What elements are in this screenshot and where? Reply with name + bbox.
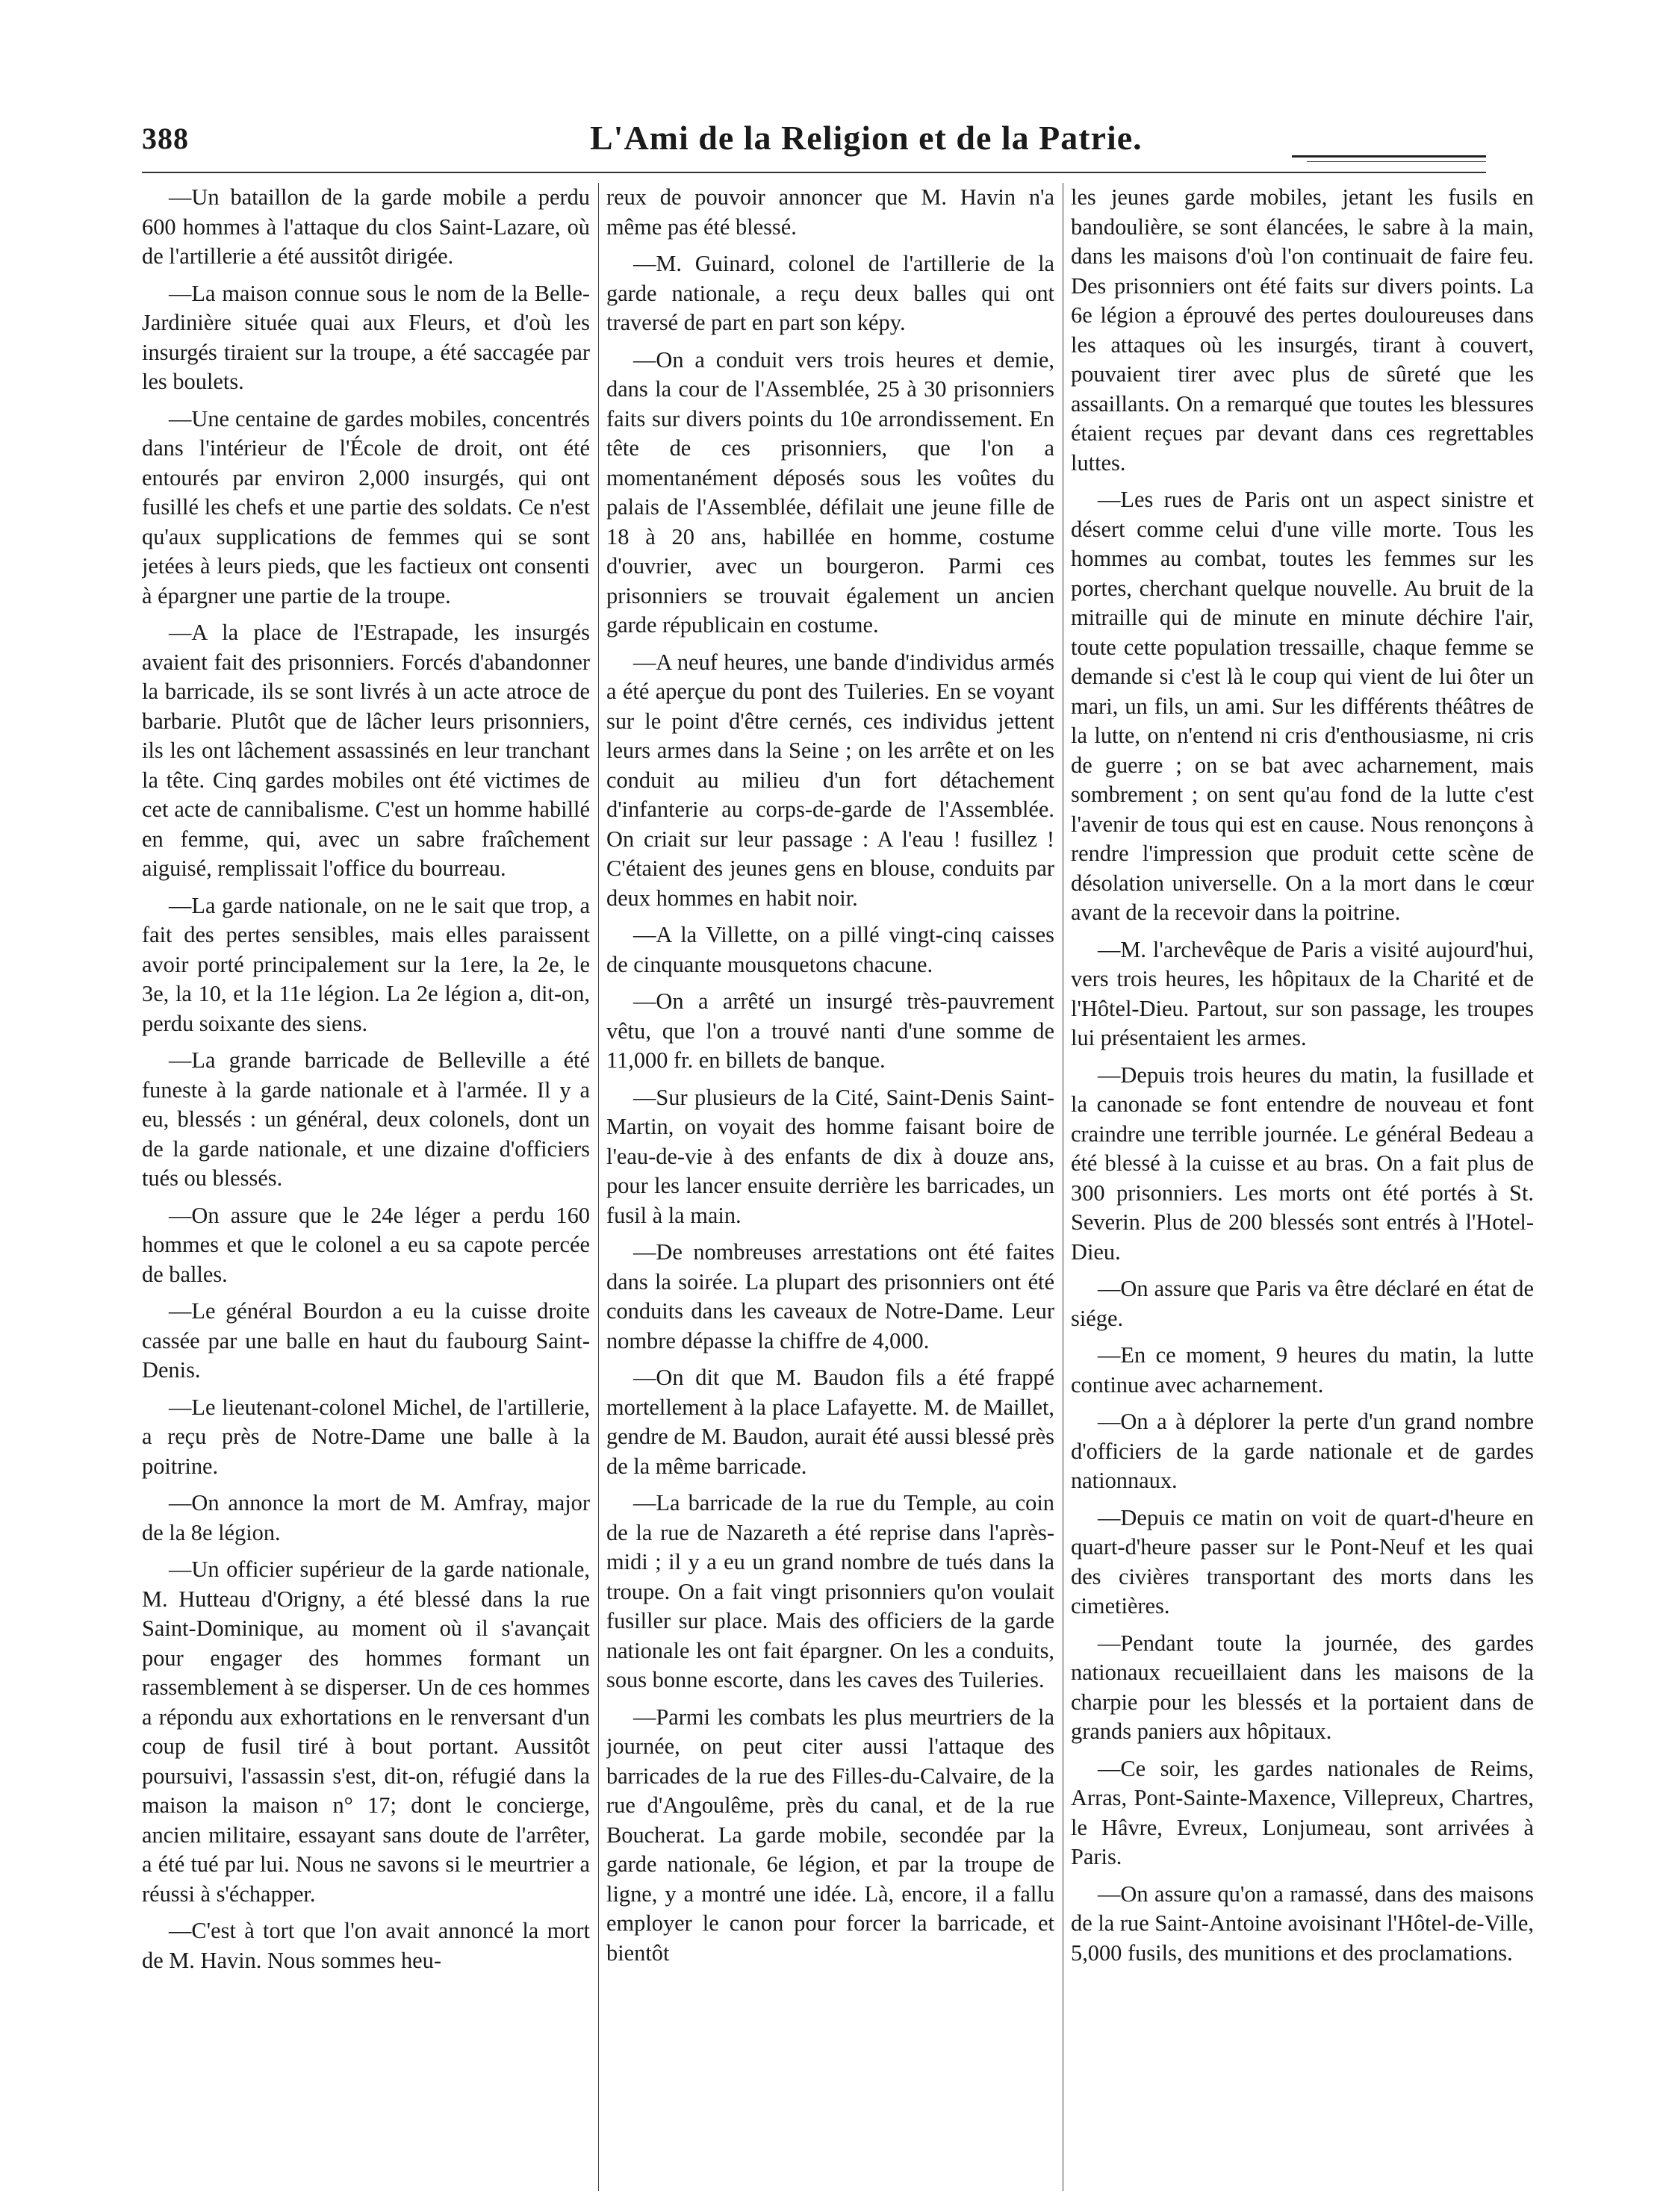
article-paragraph: —La maison connue sous le nom de la Belle-Jardinière située quai aux Fleurs, et d'où les insurgés tiraient sur la troupe, a été saccagée par les boulets. [142, 280, 590, 394]
column-divider [598, 183, 599, 2191]
article-paragraph: —En ce moment, 9 heures du matin, la lutte continue avec acharnement. [1071, 1342, 1534, 1398]
article-paragraph: —Le lieutenant-colonel Michel, de l'artillerie, a reçu près de Notre-Dame une balle à la poitrine. [142, 1394, 590, 1479]
column-3 [1071, 183, 1534, 2191]
article-paragraph: —M. Guinard, colonel de l'artillerie de la garde nationale, a reçu deux balles qui ont traversé de part en part son képy. [606, 251, 1054, 335]
article-paragraph: —A neuf heures, une bande d'individus armés a été aperçue du pont des Tuileries. En se voyant sur le point d'être cernés, ces individus jettent leurs armes dans la Seine ; on les arrête et on les conduit au milieu d'un fort détachement d'infanterie au corps-de-garde de l'Assemblée. On criait sur leur passage : A l'eau ! fusillez ! C'étaient des jeunes gens en blouse, conduits par deux hommes en habit noir. [606, 649, 1054, 911]
article-paragraph: —Un bataillon de la garde mobile a perdu 600 hommes à l'attaque du clos Saint-Lazare, où de l'artillerie a été aussitôt dirigée. [142, 184, 590, 269]
article-paragraph: —On assure qu'on a ramassé, dans des maisons de la rue Saint-Antoine avoisinant l'Hôtel-de-Ville, 5,000 fusils, des munitions et des proclamations. [1071, 1881, 1534, 1966]
article-paragraph: —On assure que Paris va être déclaré en état de siége. [1071, 1276, 1534, 1331]
header-rule [1292, 155, 1486, 158]
article-paragraph: les jeunes garde mobiles, jetant les fusils en bandoulière, se sont élancées, le sabre à la main, dans les maisons d'où l'on continuait de faire feu. Des prisonniers ont été faits sur divers points. La 6e légion a éprouvé des pertes douloureuses dans les attaques où les insurgés, tirant à couvert, pouvaient tirer avec plus de sûreté que les assaillants. On a remarqué que toutes les blessures étaient reçues par devant dans ces regrettables luttes. [1071, 184, 1534, 476]
article-paragraph: —Un officier supérieur de la garde nationale, M. Hutteau d'Origny, a été blessé dans la rue Saint-Dominique, au moment où il s'avançait pour engager des hommes formant un rassemblement à se disperser. Un de ces hommes a répondu aux exhortations en le renversant d'un coup de fusil tiré à bout portant. Aussitôt poursuivi, l'assassin s'est, dit-on, réfugié dans la maison la maison n° 17; dont le concierge, ancien militaire, essayant sans doute de l'arrêter, a été tué par lui. Nous ne savons si le meurtrier a réussi à s'échapper. [142, 1557, 590, 1907]
article-paragraph: —De nombreuses arrestations ont été faites dans la soirée. La plupart des prisonniers ont été conduits dans les caveaux de Notre-Dame. Leur nombre dépasse la chiffre de 4,000. [606, 1239, 1054, 1353]
article-paragraph: —Une centaine de gardes mobiles, concentrés dans l'intérieur de l'École de droit, ont été entourés par environ 2,000 insurgés, qui ont fusillé les chefs et une partie des soldats. Ce n'est qu'aux supplications de femmes qui se sont jetées à leurs pieds, que les factieux ont consenti à épargner une partie de la troupe. [142, 405, 590, 608]
article-paragraph: —Depuis ce matin on voit de quart-d'heure en quart-d'heure passer sur le Pont-Neuf et les quai des civières transportant des morts dans les cimetières. [1071, 1504, 1534, 1619]
article-paragraph: —On a conduit vers trois heures et demie, dans la cour de l'Assemblée, 25 à 30 prisonniers faits sur divers points du 10e arrondissement. En tête de ces prisonniers, que l'on a momentanément déposés sous les voûtes du palais de l'Assemblée, défilait une jeune fille de 18 à 20 ans, habillée en homme, costume d'ouvrier, avec un bourgeron. Parmi ces prisonniers se trouvait également un ancien garde républicain en costume. [606, 346, 1054, 638]
article-paragraph: —On a à déplorer la perte d'un grand nombre d'officiers de la garde nationale et de gardes nationnaux. [1071, 1409, 1534, 1493]
article-paragraph: reux de pouvoir annoncer que M. Havin n'a même pas été blessé. [606, 184, 1054, 240]
article-paragraph: —C'est à tort que l'on avait annoncé la mort de M. Havin. Nous sommes heu- [142, 1918, 590, 1973]
article-paragraph: —On annonce la mort de M. Amfray, major de la 8e légion. [142, 1490, 590, 1545]
article-paragraph: —Les rues de Paris ont un aspect sinistre et désert comme celui d'une ville morte. Tous les hommes au combat, toutes les femmes sur les portes, cherchant quelque nouvelle. Au bruit de la mitraille qui de minute en minute déchire l'air, toute cette population tressaille, chaque femme se demande si c'est là le coup qui vient de lui ôter un mari, un fils, un ami. Sur les différents théâtres de la lutte, on n'entend ni cris d'enthousiasme, ni cris de guerre ; on se bat avec acharnement, mais sombrement ; on sent qu'au fond de la lutte c'est l'avenir de tous qui est en cause. Nous renonçons à rendre l'impression que produit cette scène de désolation universelle. On a la mort dans le cœur avant de la recevoir dans la poitrine. [1071, 487, 1534, 925]
page-title: L'Ami de la Religion et de la Patrie. [590, 119, 1143, 157]
column-2 [606, 183, 1054, 2191]
header-rule-thin [1307, 161, 1486, 162]
article-paragraph: —On assure que le 24e léger a perdu 160 hommes et que le colonel a eu sa capote percée de balles. [142, 1202, 590, 1287]
article-paragraph: —La garde nationale, on ne le sait que trop, a fait des pertes sensibles, mais elles paraissent avoir porté principalement sur la 1ere, la 2e, le 3e, la 10, et la 11e légion. La 2e légion a, dit-on, perdu soixante des siens. [142, 892, 590, 1036]
article-paragraph: —On a arrêté un insurgé très-pauvrement vêtu, que l'on a trouvé nanti d'une somme de 11,000 fr. en billets de banque. [606, 988, 1054, 1073]
top-rule [142, 172, 1486, 173]
article-paragraph: —M. l'archevêque de Paris a visité aujourd'hui, vers trois heures, les hôpitaux de la Charité et de l'Hôtel-Dieu. Partout, sur son passage, les troupes lui présentaient les armes. [1071, 936, 1534, 1050]
page-number: 388 [142, 122, 189, 155]
article-paragraph: —Depuis trois heures du matin, la fusillade et la canonade se font entendre de nouveau et font craindre une terrible journée. Le général Bedeau a été blessé à la cuisse et au bras. On a fait plus de 300 prisonniers. Les morts ont été portés à St. Severin. Plus de 200 blessés sont entrés à l'Hotel-Dieu. [1071, 1062, 1534, 1265]
article-paragraph: —Le général Bourdon a eu la cuisse droite cassée par une balle en haut du faubourg Saint-Denis. [142, 1298, 590, 1383]
article-paragraph: —A la Villette, on a pillé vingt-cinq caisses de cinquante mousquetons chacune. [606, 922, 1054, 977]
article-paragraph: —Sur plusieurs de la Cité, Saint-Denis Saint-Martin, on voyait des homme faisant boire de l'eau-de-vie à des enfants de dix à douze ans, pour les lancer ensuite derrière les barricades, un fusil à la main. [606, 1084, 1054, 1228]
article-paragraph: —Ce soir, les gardes nationales de Reims, Arras, Pont-Sainte-Maxence, Villepreux, Chartres, le Hâvre, Evreux, Lonjumeau, sont arrivées à Paris. [1071, 1755, 1534, 1869]
article-paragraph: —Pendant toute la journée, des gardes nationaux recueillaient dans les maisons de la charpie pour les blessés et la portaient dans de grands paniers aux hôpitaux. [1071, 1630, 1534, 1744]
article-paragraph: —On dit que M. Baudon fils a été frappé mortellement à la place Lafayette. M. de Maillet, gendre de M. Baudon, aurait été aussi blessé près de la même barricade. [606, 1365, 1054, 1479]
column-1 [142, 183, 590, 2191]
article-paragraph: —A la place de l'Estrapade, les insurgés avaient fait des prisonniers. Forcés d'abandonner la barricade, ils se sont livrés à un acte atroce de barbarie. Plutôt que de lâcher leurs prisonniers, ils les ont lâchement assassinés en leur tranchant la tête. Cinq gardes mobiles ont été victimes de cet acte de cannibalisme. C'est un homme habillé en femme, qui, avec un sabre fraîchement aiguisé, remplissait l'office du bourreau. [142, 620, 590, 881]
page-header [142, 112, 1486, 164]
article-paragraph: —La grande barricade de Belleville a été funeste à la garde nationale et à l'armée. Il y a eu, blessés : un général, deux colonels, dont un de la garde nationale, et une dizaine d'officiers tués ou blessés. [142, 1047, 590, 1191]
article-paragraph: —La barricade de la rue du Temple, au coin de la rue de Nazareth a été reprise dans l'après-midi ; il y a eu un grand nombre de tués dans la troupe. On a fait vingt prisonniers qu'on voulait fusiller sur place. Mais des officiers de la garde nationale les ont fait épargner. On les a conduits, sous bonne escorte, dans les caves des Tuileries. [606, 1490, 1054, 1692]
article-paragraph: —Parmi les combats les plus meurtriers de la journée, on peut citer aussi l'attaque des barricades de la rue des Filles-du-Calvaire, de la rue d'Angoulême, près du canal, et de la rue Boucherat. La garde mobile, secondée par la garde nationale, 6e légion, et par la troupe de ligne, y a montré une idée. Là, encore, il a fallu employer le canon pour forcer la barricade, et bientôt [606, 1704, 1054, 1966]
